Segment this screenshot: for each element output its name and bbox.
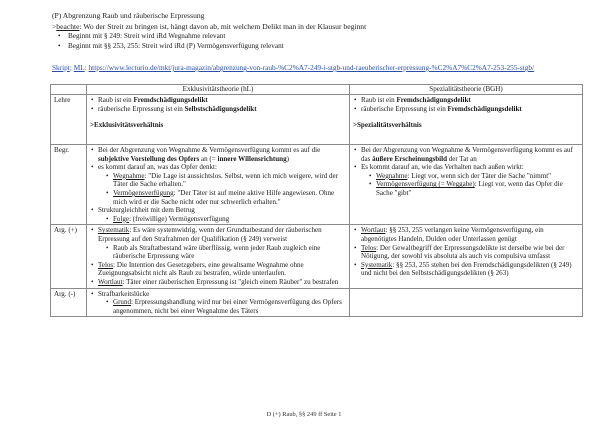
script-link[interactable]: Skript	[52, 63, 70, 72]
list-item	[90, 146, 346, 163]
list-item: • Strukturgleichheit mit dem Betrug	[90, 206, 346, 215]
sub-item: • Raub als Straftatbestand wäre überflüssig, wenn jeder Raub zugleich eine räuberische Erpressung wäre	[90, 244, 346, 261]
sub-label: Grund	[113, 298, 132, 307]
sub-text: : "Der Täter ist auf meine aktive Hilfe angewiesen. Ohne mich wird er die Sache nicht oder nur schwerlich erhalten."	[113, 188, 335, 206]
list-item	[353, 244, 579, 261]
cell-arg-minus-right	[350, 288, 583, 317]
item-label: Wortlaut	[361, 226, 386, 235]
item-text: räuberische Erpressung ist ein	[361, 104, 448, 113]
list-item: • es kommt darauf an, was das Opfer denkt:	[90, 163, 346, 172]
sub-item	[90, 298, 346, 315]
item-bold: Selbstschädigungsdelikt	[184, 104, 257, 113]
item-bold: Fremdschädigungsdelikt	[133, 96, 208, 104]
sub-label: Wegnahme	[376, 171, 408, 180]
cell-arg-plus-right	[350, 225, 583, 288]
list-item	[353, 146, 579, 163]
lead-note	[52, 22, 366, 31]
list-item	[353, 261, 579, 278]
item-text: : §§ 253, 255 verlangen keine Vermögensverfügung, ein abgenötigtes Handeln, Dulden oder Unterlassen genügt	[361, 226, 544, 243]
list-item: • Strafbarkeitslücke	[90, 290, 346, 299]
result-text: >Exklusivitätsverhältnis	[90, 121, 164, 130]
source-url-link[interactable]: https://www.lecturio.de/mkt/jura-magazin/abgrenzung-von-raub-%C2%A7-249-i-stgb-und-raeuberischer-erpressung-%C2%A7%C2%A7-253-255-stgb/	[88, 63, 535, 72]
item-text: räuberische Erpressung ist ein	[98, 104, 185, 113]
item-text: : Es wäre systemwidrig, wenn der Grundtatbestand der räuberischen Erpressung auf den Strafrahmen der Qualifikation (§ 249) verweist	[98, 226, 322, 243]
item-bold: äußere Erscheinungsbild	[372, 154, 448, 163]
cell-begr-left	[87, 145, 350, 225]
list-item	[353, 226, 579, 243]
sub-item	[90, 189, 346, 206]
cell-lehre-left	[87, 95, 350, 145]
item-text: an (=	[199, 154, 218, 163]
item-text: : Der Gewaltbegriff der Erpressungsdelikte ist derselbe wie bei der Nötigung, der sowohl vis absoluta als auch vis compulsiva umfasst	[361, 243, 565, 261]
lead-points	[56, 32, 284, 51]
list-item	[353, 96, 579, 105]
sub-label: Vermögensverfügung	[113, 188, 174, 197]
source-separator: ;	[69, 63, 74, 72]
list-item	[90, 278, 346, 287]
lead-prefix: >	[52, 22, 57, 31]
item-label: Telos	[361, 243, 377, 252]
sub-label: Vermögensverfügung (= Weggabe)	[376, 180, 475, 189]
lead-point: • Beginnt mit § 249: Streit wird iRd Wegnahme relevant	[56, 32, 284, 42]
table-row-arg-minus	[51, 288, 583, 317]
sub-text: : Liegt vor, wenn das Opfer die Sache "gibt"	[376, 180, 563, 197]
item-text: Bei der Abgrenzung von Wegnahme & Vermögensverfügung kommt es auf die	[98, 146, 321, 154]
page-footer: D (+) Raub, §§ 249 ff Seite 1	[266, 411, 342, 418]
sub-label: Wegnahme	[113, 171, 145, 180]
list-item	[90, 261, 346, 278]
page-title: (P) Abgrenzung Raub und räuberische Erpressung	[52, 11, 205, 20]
sub-item	[90, 215, 346, 224]
item-text: der Tat an	[447, 154, 477, 163]
table-row-begr	[51, 145, 583, 225]
corner-cell	[51, 85, 87, 95]
row-label-arg-plus: Arg. (+)	[51, 225, 87, 288]
item-bold: innere Willensrichtung	[217, 154, 287, 163]
row-label-arg-minus: Arg. (-)	[51, 288, 87, 317]
row-label-begr: Begr.	[51, 145, 87, 225]
item-text: : Täter einer räuberischen Erpressung ist "gleich einem Räuber" zu bestrafen	[122, 277, 339, 286]
comparison-table	[50, 84, 583, 317]
item-label: Systematik	[361, 260, 393, 269]
result-text: >Spezialitätsverhältnis	[353, 121, 422, 130]
item-bold: Fremdschädigungsdelikt	[447, 104, 522, 113]
cell-arg-plus-left	[87, 225, 350, 288]
item-text: : Die Intention des Gesetzgebers, eine gewaltsame Wegnahme ohne Zueignungsabsicht nicht als Raub zu bestrafen, würde unterlaufen.	[98, 260, 304, 278]
cell-begr-right	[350, 145, 583, 225]
item-label: Wortlaut	[98, 277, 123, 286]
item-label: Systematik	[98, 226, 130, 235]
sub-text: : (freiwillige) Vermögensverfügung	[129, 214, 230, 223]
item-text: Raub ist ein	[361, 96, 397, 104]
sub-text: : Erpressungshandlung wird nur bei einer Vermögensverfügung des Opfers angenommen, nicht bei einer Wegnahme des Täters	[113, 298, 342, 315]
list-item: • Es kommt darauf an, wie das Verhalten nach außen wirkt:	[353, 163, 579, 172]
source-line	[52, 63, 582, 72]
list-item	[90, 226, 346, 243]
list-item	[353, 105, 579, 114]
item-text: Raub ist ein	[98, 96, 134, 104]
item-bold: subjektive Vorstellung des Opfers	[98, 154, 200, 163]
sub-item	[353, 180, 579, 197]
row-label-lehre: Lehre	[51, 95, 87, 145]
sub-item	[90, 172, 346, 189]
cell-lehre-right	[350, 95, 583, 145]
source-colon: :	[84, 63, 89, 72]
cell-arg-minus-left	[87, 288, 350, 317]
ml-link[interactable]: ML	[73, 63, 85, 72]
lead-label: beachte	[56, 22, 80, 31]
lead-text: : Wo der Streit zu bringen ist, hängt davon ab, mit welchem Delikt man in der Klausur beginnt	[79, 22, 367, 31]
sub-text: : Liegt vor, wenn sich der Täter die Sache "nimmt"	[407, 171, 552, 180]
col-header-spezialitaet: Spezialitätstheorie (BGH)	[350, 85, 583, 95]
sub-label: Folge	[113, 214, 130, 223]
item-label: Telos	[98, 260, 114, 269]
list-item	[90, 105, 346, 114]
table-row-lehre	[51, 95, 583, 145]
table-row-arg-plus	[51, 225, 583, 288]
item-text: : §§ 253, 255 stehen bei den Fremdschädigungsdelikten (§ 249) und nicht bei den Selbstschädigungsdelikten (§ 263)	[361, 260, 572, 278]
col-header-exklusivitaet: Exklusivitätstheorie (hL)	[87, 85, 350, 95]
sub-text: : "Die Lage ist aussichtslos. Selbst, wenn ich mich weigere, wird der Täter die Sache erhalten."	[113, 171, 339, 189]
item-text: Bei der Abgrenzung von Wegnahme & Vermögensverfügung kommt es auf das	[361, 146, 573, 163]
list-item	[90, 96, 346, 105]
table-header-row	[51, 85, 583, 95]
sub-item	[353, 172, 579, 181]
lead-point: • Beginnt mit §§ 253, 255: Streit wird iRd (P) Vermögensverfügung relevant	[56, 42, 284, 52]
item-text: )	[286, 154, 289, 163]
item-bold: Fremdschädigungsdelikt	[396, 96, 471, 104]
